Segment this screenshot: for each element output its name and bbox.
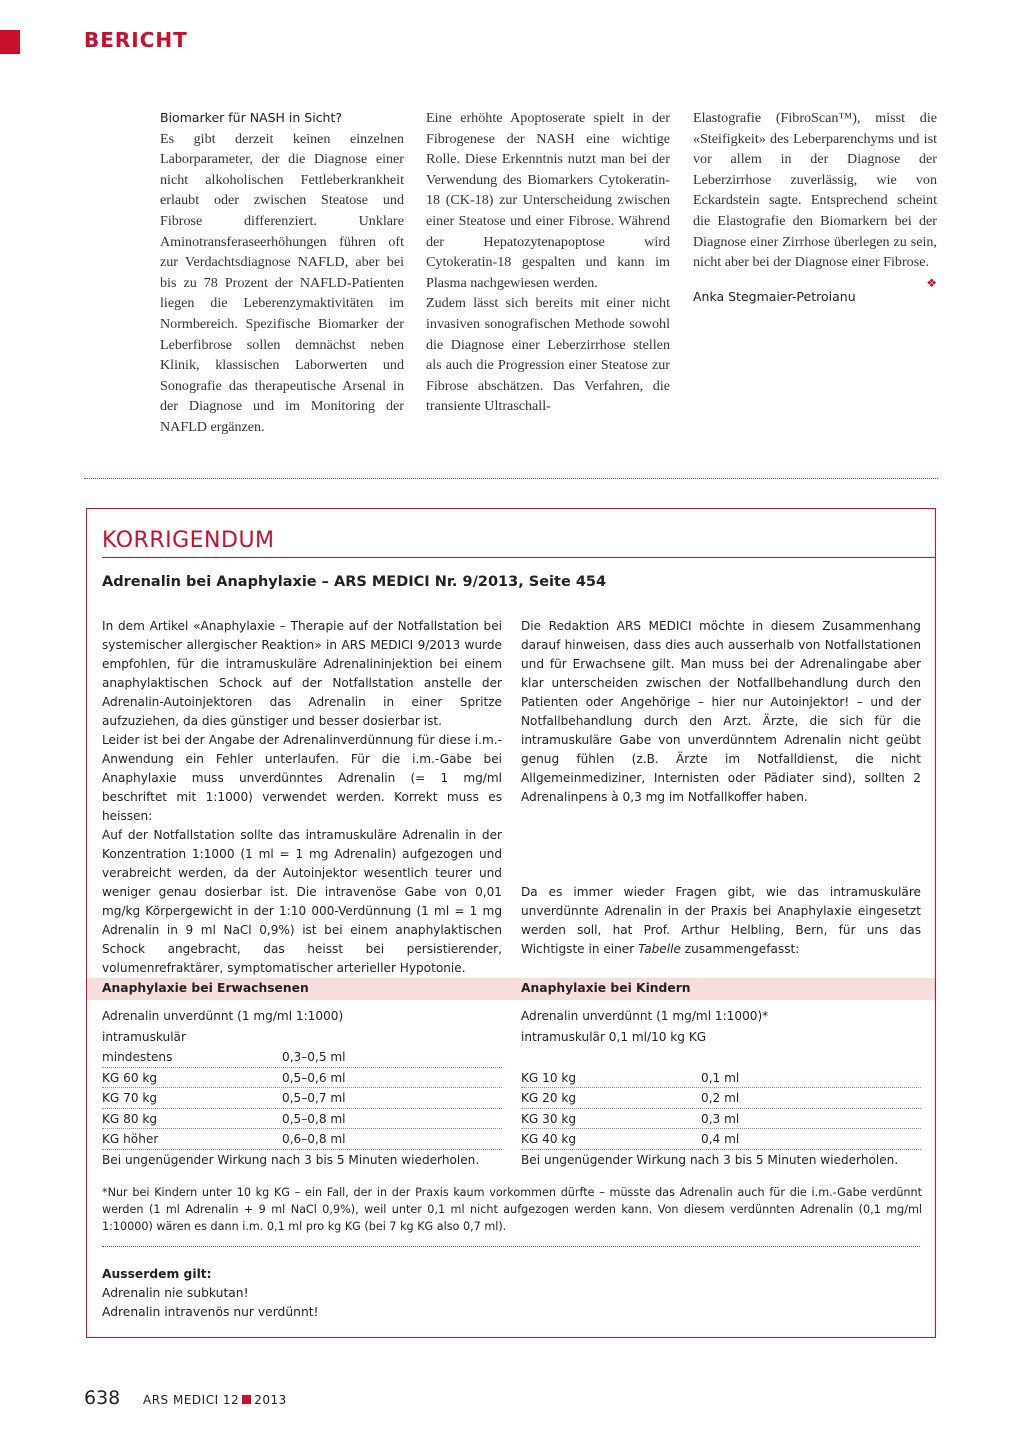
extra-title: Ausserdem gilt: xyxy=(102,1267,212,1281)
korrigendum-emphasis: Tabelle xyxy=(638,942,681,956)
korrigendum-left-column xyxy=(102,617,502,978)
row-label: KG 70 kg xyxy=(102,1091,158,1105)
section-label: BERICHT xyxy=(84,28,188,52)
table-row xyxy=(102,1088,502,1109)
row-label: KG 60 kg xyxy=(102,1070,158,1085)
section-color-marker xyxy=(0,30,20,54)
table-note: Bei ungenügender Wirkung nach 3 bis 5 Minuten wiederholen. xyxy=(102,1152,480,1167)
row-value: 0,2 ml xyxy=(701,1091,740,1105)
article-paragraph: Eine erhöhte Apoptoserate spielt in der Fibrogenese der NASH eine wichtige Rolle. Diese Erkenntnis nutzt man bei der Verwendung des Biomarkers Cytokeratin-18 (CK-18) zur Unterscheidung zwischen einer Steatose und einer Fibrose. Während der Hepatozytenapoptose wird Cytokeratin-18 gespalten und kann im Plasma nachgewiesen werden. xyxy=(426,110,670,291)
row-label: KG 40 kg xyxy=(521,1132,577,1146)
section-divider xyxy=(84,478,938,479)
table-column-child xyxy=(521,1006,921,1170)
korrigendum-paragraph: Leider ist bei der Angabe der Adrenalinverdünnung für diese i.m.-Anwendung ein Fehler unterlaufen. Für die i.m.-Gabe bei Anaphylaxie muss unverdünntes Adrenalin (= 1 mg/ml beschriftet mit 1:1000) verwendet werden. Korrekt muss es heissen: xyxy=(102,733,502,823)
row-value: 0,3 ml xyxy=(701,1111,740,1126)
table-row xyxy=(521,1129,921,1150)
korrigendum-title-rule xyxy=(102,557,936,558)
article-paragraph: Es gibt derzeit keinen einzelnen Laborparameter, der die Diagnose einer nicht alkoholischen Fettleberkrankheit erlaubt oder zwischen Steatose und Fibrose differenziert. Unklare Aminotransferaseerhöhungen führen oft zur Verdachtsdiagnose NAFLD, aber bei bis zu 78 Prozent der NAFLD-Patienten liegen die Leberenzymaktivitäten im Normbereich. Spezifische Biomarker der Leberfibrose sollen demnächst neben Klinik, klassischen Laborwerten und Sonografie das therapeutische Arsenal in der Diagnose und im Monitoring der NAFLD ergänzen. xyxy=(160,130,404,435)
table-footnote: *Nur bei Kindern unter 10 kg KG – ein Fall, der in der Praxis kaum vorkommen dürfte – müsste das Adrenalin auch für die i.m.-Gabe verdünnt werden (1 ml Adrenalin + 9 ml NaCl 0,9%), weil unter 0,1 ml nicht aufgezogen werden kann. Von diesem verdünnten Adrenalin (0,1 mg/ml 1:10000) wären es dann i.m. 0,1 ml pro kg KG (bei 7 kg KG also 0,7 ml). xyxy=(102,1186,922,1233)
table-heading-child: Anaphylaxie bei Kindern xyxy=(521,981,691,995)
korrigendum-paragraph: Die Redaktion ARS MEDICI möchte in diesem Zusammenhang darauf hinweisen, dass dies auch ausserhalb von Notfallstationen und für Erwachsene gilt. Man muss bei der Adrenalingabe aber klar unterscheiden zwischen der Notfallbehandlung durch den Patienten oder Angehörige – hier nur Autoinjektor! – und der Notfallbehandlung durch den Arzt. Ärzte, die sich für die intramuskuläre Gabe von unverdünntem Adrenalin nicht geübt genug fühlen (z.B. Ärzte im Notfalldienst, die nicht Allgemeinmediziner, Internisten oder Pädiater sind), sollten 2 Adrenalinpens à 0,3 mg im Notfallkoffer haben. xyxy=(521,619,921,804)
article-column-3 xyxy=(693,108,937,307)
korrigendum-paragraph: In dem Artikel «Anaphylaxie – Therapie auf der Notfallstation bei systemischer allergischer Reaktion» in ARS MEDICI 9/2013 wurde empfohlen, für die intramuskuläre Adrenalininjektion bei einem anaphylaktischen Schock auf der Notfallstation anstelle der Adrenalin-Autoinjektoren das Adrenalin in einer Spritze aufzuziehen, da dies günstiger und besser dosierbar ist. xyxy=(102,619,502,728)
extra-line: Adrenalin intravenös nur verdünnt! xyxy=(102,1305,319,1319)
journal-footer xyxy=(143,1393,287,1407)
page-number: 638 xyxy=(84,1387,121,1409)
table-row xyxy=(102,1047,502,1068)
journal-name: ARS MEDICI 12 xyxy=(143,1393,240,1407)
row-value: 0,5–0,6 ml xyxy=(282,1070,346,1085)
korrigendum-paragraph xyxy=(521,883,921,959)
korrigendum-right-column-lower xyxy=(521,883,921,959)
row-label: KG 30 kg xyxy=(521,1111,577,1126)
extra-notes xyxy=(102,1265,319,1322)
article-column-2 xyxy=(426,108,670,417)
korrigendum-text: zusammengefasst: xyxy=(680,942,800,956)
korrigendum-right-column xyxy=(521,617,921,807)
row-label: KG 20 kg xyxy=(521,1091,577,1105)
row-value: 0,3–0,5 ml xyxy=(282,1050,346,1064)
table-row xyxy=(102,1109,502,1130)
table-row xyxy=(521,1088,921,1109)
table-spacer xyxy=(521,1047,921,1068)
table-row xyxy=(521,1068,921,1089)
table-row xyxy=(102,1068,502,1089)
row-value: 0,1 ml xyxy=(701,1070,740,1085)
end-mark-icon: ❖ xyxy=(926,275,937,290)
article-author: Anka Stegmaier-Petroianu xyxy=(693,288,856,304)
article-column-1 xyxy=(160,108,404,438)
table-line: Adrenalin unverdünnt (1 mg/ml 1:1000) xyxy=(102,1009,344,1023)
row-label: KG höher xyxy=(102,1132,159,1146)
row-value: 0,4 ml xyxy=(701,1132,740,1146)
row-label: mindestens xyxy=(102,1050,173,1064)
footnote-divider xyxy=(102,1246,920,1247)
korrigendum-subtitle: Adrenalin bei Anaphylaxie – ARS MEDICI Nr. 9/2013, Seite 454 xyxy=(102,574,607,590)
red-square-icon xyxy=(242,1395,251,1404)
row-value: 0,6–0,8 ml xyxy=(282,1132,346,1146)
table-line: intramuskulär 0,1 ml/10 kg KG xyxy=(521,1029,707,1044)
extra-line: Adrenalin nie subkutan! xyxy=(102,1286,249,1300)
table-heading-adult: Anaphylaxie bei Erwachsenen xyxy=(102,981,309,995)
article-text: Elastografie (FibroScan™), misst die «Steifigkeit» des Leberparenchyms und ist vor allem in der Diagnose der Leberzirrhose zuverlässig, wie von Eckardstein sagte. Entsprechend scheint die Elastografie den Biomarkern bei der Diagnose einer Zirrhose überlegen zu sein, nicht aber bei der Diagnose einer Fibrose. xyxy=(693,110,937,271)
table-note: Bei ungenügender Wirkung nach 3 bis 5 Minuten wiederholen. xyxy=(521,1152,899,1167)
table-line: intramuskulär xyxy=(102,1029,186,1044)
table-row xyxy=(102,1129,502,1150)
korrigendum-text: Da es immer wieder Fragen gibt, wie das intramuskuläre unverdünnte Adrenalin in der Praxis bei Anaphylaxie eingesetzt werden soll, hat Prof. Arthur Helbling, Bern, für uns das Wichtigste in einer xyxy=(521,885,921,956)
article-paragraph: Zudem lässt sich bereits mit einer nicht invasiven sonografischen Methode sowohl die Diagnose einer Leberzirrhose stellen als auch die Progression einer Steatose zur Fibrose abschätzen. Das Verfahren, die transiente Ultraschall- xyxy=(426,295,670,415)
table-line: Adrenalin unverdünnt (1 mg/ml 1:1000)* xyxy=(521,1009,769,1023)
row-value: 0,5–0,8 ml xyxy=(282,1111,346,1126)
row-value: 0,5–0,7 ml xyxy=(282,1091,346,1105)
article-paragraph xyxy=(693,108,937,290)
row-label: KG 10 kg xyxy=(521,1070,577,1085)
journal-year: 2013 xyxy=(254,1393,287,1407)
korrigendum-title: KORRIGENDUM xyxy=(102,528,275,553)
table-row xyxy=(521,1109,921,1130)
row-label: KG 80 kg xyxy=(102,1111,158,1126)
korrigendum-paragraph: Auf der Notfallstation sollte das intramuskuläre Adrenalin in der Konzentration 1:1000 (1 ml = 1 mg Adrenalin) aufgezogen und verabreicht werden, da der Autoinjektor wesentlich teurer und weniger genau dosierbar ist. Die intravenöse Gabe von 0,01 mg/kg Körpergewicht in der 1:10 000-Verdünnung (1 ml = 1 mg Adrenalin in 9 ml NaCl 0,9%) ist bei einem anaphylaktischen Schock angebracht, das heisst bei persistierender, volumenrefraktärer, symptomatischer arterieller Hypotonie. xyxy=(102,828,502,975)
table-column-adult xyxy=(102,1006,502,1170)
article-subhead: Biomarker für NASH in Sicht? xyxy=(160,110,343,125)
